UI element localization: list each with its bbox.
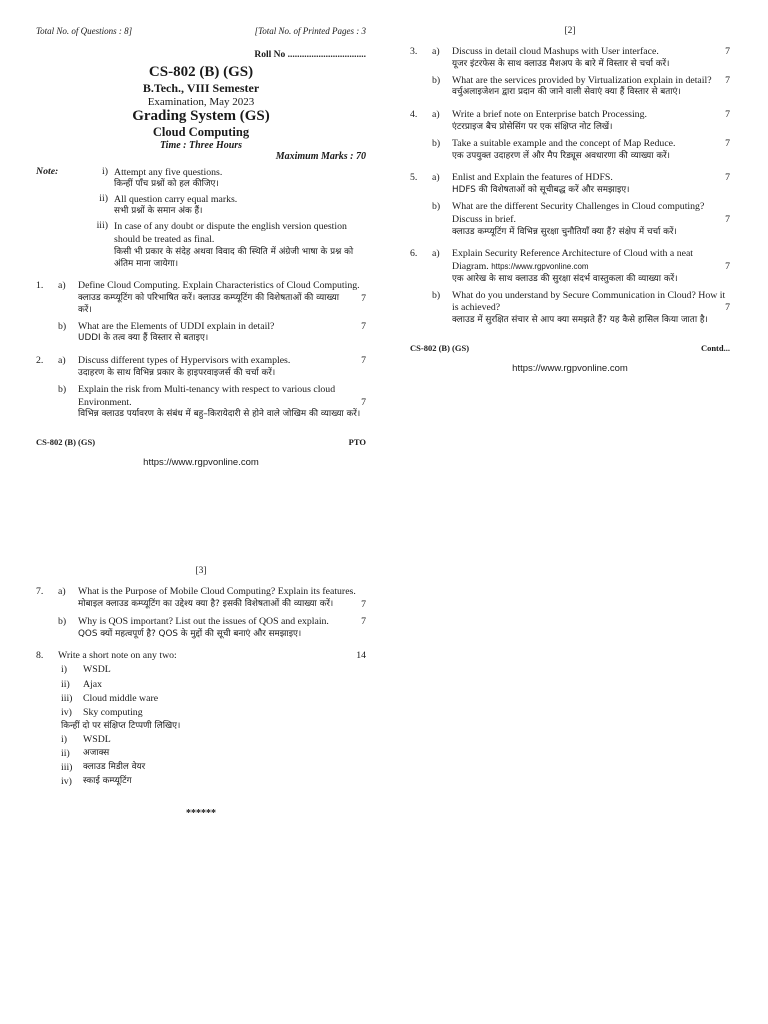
question-3a: 3. a) 7 Discuss in detail cloud Mashups with User interface. यूजर इंटरफेस के साथ क्लाउड मैशअप के बारे में विस्तार से चर्चा करें। [410, 46, 730, 69]
question-4b: b) Take a suitable example and the concept of Map Reduce. 7 एक उपयुक्त उदाहरण लें और मैप रिड्यूस अवधारणा की व्याख्या करें। [432, 137, 730, 161]
roll-no: Roll No ................................. [254, 50, 366, 60]
question-7b: b) Why is QOS important? List out the issues of QOS and explain. 7 QOS क्यों महत्वपूर्ण है? QOS के मुद्दों की सूची बनाएं और समझाइए। [58, 615, 366, 639]
question-7a: 7. a) What is the Purpose of Mobile Cloud Computing? Explain its features. 7 मोबाइल क्लाउड कम्प्यूटिंग का उद्देश्य क्या है? इसकी विशेषताओं की व्याख्या करें। [36, 586, 366, 610]
course: B.Tech., VIII Semester [142, 81, 260, 95]
marks: 7 [361, 355, 366, 367]
page-number: [3] [195, 566, 207, 576]
subject-title: Cloud Computing [152, 125, 250, 139]
marks: 7 [725, 137, 730, 149]
marks: 7 [725, 172, 730, 184]
page-number: [2] [564, 26, 576, 36]
page-1 [36, 26, 366, 468]
total-questions: Total No. of Questions : 8] [36, 26, 133, 36]
time-allowed: Time : Three Hours [159, 140, 243, 151]
question-5b: b) What are the different Security Challenges in Cloud computing? Discuss in brief. 7 क्लाउड कम्प्यूटिंग में विभिन्न सुरक्षा चुनौतियाँ क्या हैं? संक्षेप में चर्चा करें। [432, 200, 730, 237]
question-1a: 1. a) Define Cloud Computing. Explain Characteristics of Cloud Computing. 7 क्लाउड कम्प्यूटिंग को परिभाषित करें। क्लाउड कम्प्यूटिंग की विशेषताओं की व्याख्या करें। [36, 280, 366, 315]
total-pages: [Total No. of Printed Pages : 3 [254, 26, 366, 36]
marks: 7 [361, 598, 366, 610]
exam-session: Examination, May 2023 [147, 96, 255, 108]
marks: 7 [361, 615, 366, 627]
page-3 [36, 566, 366, 819]
website-link: https://www.rgpvonline.com [143, 457, 259, 469]
marks: 7 [725, 74, 730, 86]
list-item: iv) स्काई कम्प्यूटिंग [61, 776, 132, 788]
q8-options-en [61, 663, 366, 789]
list-item: iii) Cloud middle ware [61, 692, 159, 704]
marks: 7 [725, 302, 730, 314]
marks: 7 [725, 261, 730, 273]
grading-system: Grading System (GS) [132, 108, 270, 124]
list-item: i) WSDL [61, 733, 111, 745]
page-footer: CS-802 (B) (GS) Contd... [410, 343, 730, 354]
marks: 7 [361, 320, 366, 332]
marks: 7 [361, 396, 366, 408]
question-8: 8. 14 Write a short note on any two: [36, 650, 366, 662]
instructions [36, 166, 366, 270]
website-link: https://www.rgpvonline.com [491, 262, 589, 272]
note-item: Note: i) Attempt any five questions. किन्हीं पाँच प्रश्नों को हल कीजिए। [36, 166, 223, 190]
question-5a: 5. a) 7 Enlist and Explain the features of HDFS. HDFS की विशेषताओं को सूचीबद्ध करें और समझाइए। [410, 172, 730, 196]
page-header [36, 26, 366, 36]
page-2 [410, 26, 730, 374]
list-item: किन्हीं दो पर संक्षिप्त टिप्पणी लिखिए। [61, 721, 181, 732]
note-item: ii) All question carry equal marks. सभी प्रश्नों के समान अंक हैं। [99, 193, 238, 217]
max-marks: Maximum Marks : 70 [275, 151, 366, 162]
paper-code: CS-802 (B) (GS) [148, 64, 254, 80]
list-item: ii) अजाक्स [61, 748, 110, 760]
marks: 14 [356, 650, 366, 662]
question-2b: b) Explain the risk from Multi-tenancy with respect to various cloud Environment. 7 विभिन्न क्लाउड पर्यावरण के संबंध में बहु–किरायेदारी से होने वाले जोखिम की व्याख्या करें। [58, 383, 366, 420]
marks: 7 [725, 46, 730, 57]
list-item: i) WSDL [61, 664, 111, 676]
note-item: iii) In case of any doubt or dispute the english version question should be treated as final. किसी भी प्रकार के संदेह अथवा विवाद की स्थिति में अंग्रेजी भाषा के प्रश्न को अंतिम माना जायेगा। [96, 220, 354, 269]
list-item: iv) Sky computing [61, 706, 143, 718]
question-6a: 6. a) Explain Security Reference Architecture of Cloud with a neat Diagram. https://www.rgpvonline.com 7 एक आरेख के साथ क्लाउड की सुरक्षा संदर्भ वास्तुकला की व्याख्या करें। [410, 248, 730, 284]
question-4a: 4. a) 7 Write a brief note on Enterprise batch Processing. एंटरप्राइज बैच प्रोसेसिंग पर एक संक्षिप्त नोट लिखें। [410, 109, 730, 132]
list-item: ii) Ajax [61, 678, 103, 690]
question-6b: b) What do you understand by Secure Communication in Cloud? How it is achieved? 7 क्लाउड में सुरक्षित संचार से आप क्या समझते हैं? यह कैसे हासिल किया जाता है। [432, 289, 730, 326]
question-1b: b) 7 What are the Elements of UDDI explain in detail? UDDI के तत्व क्या हैं विस्तार से बताइए। [58, 320, 366, 344]
question-3b: b) What are the services provided by Virtualization explain in detail? 7 वर्चुअलाइजेशन द्वारा प्रदान की जाने वाली सेवाएं क्या हैं विस्तार से बताएं। [432, 74, 730, 98]
marks: 7 [361, 293, 366, 305]
note-label: Note: [36, 166, 59, 177]
page-footer: CS-802 (B) (GS) PTO [36, 437, 366, 448]
website-link: https://www.rgpvonline.com [512, 363, 628, 375]
end-marker: ****** [186, 807, 216, 819]
list-item: iii) क्लाउड मिडील वेयर [61, 762, 146, 774]
question-2a: 2. a) 7 Discuss different types of Hypervisors with examples. उदाहरण के साथ विभिन्न प्रकार के हाइपरवाइजर्स की चर्चा करें। [36, 355, 366, 378]
marks: 7 [725, 109, 730, 121]
marks: 7 [725, 213, 730, 225]
